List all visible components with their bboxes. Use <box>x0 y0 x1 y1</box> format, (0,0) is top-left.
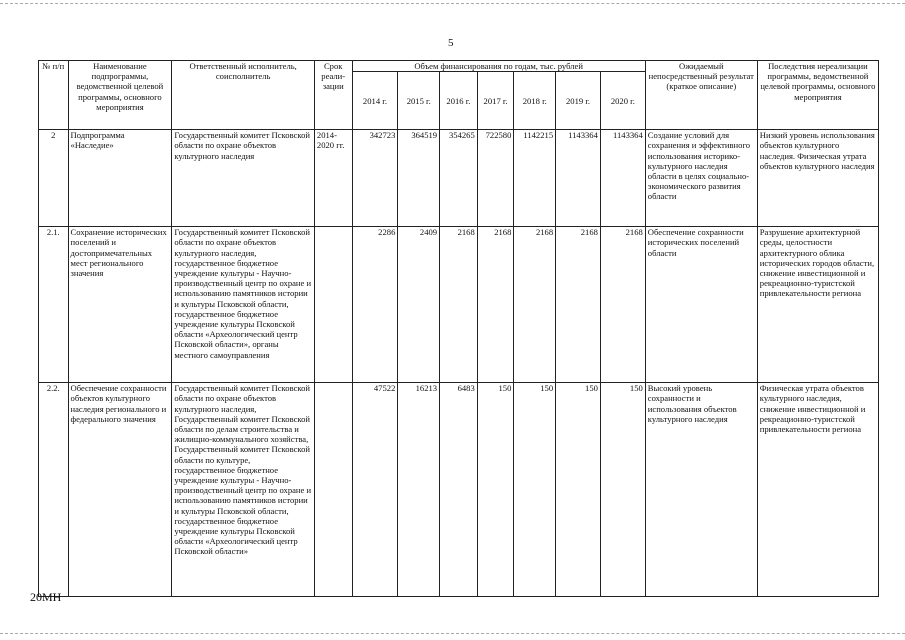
row-term: 2014- 2020 гг. <box>314 130 352 227</box>
row-value: 1142215 <box>514 130 556 227</box>
row-value: 1143364 <box>600 130 645 227</box>
row-value: 6483 <box>440 383 478 597</box>
row-name: Сохранение исторических поселений и достопримечательных мест регионального значения <box>68 227 172 383</box>
header-year: 2014 г. <box>352 72 398 130</box>
row-value: 364519 <box>398 130 440 227</box>
table-row <box>39 130 879 227</box>
header-year: 2017 г. <box>477 72 514 130</box>
program-table <box>38 60 879 597</box>
row-name: Обеспечение сохранности объектов культурного наследия регионального и федерального значения <box>68 383 172 597</box>
row-term <box>314 383 352 597</box>
table-row <box>39 383 879 597</box>
header-year: 2019 г. <box>556 72 601 130</box>
row-value: 342723 <box>352 130 398 227</box>
header-year: 2020 г. <box>600 72 645 130</box>
scan-bottom-edge <box>0 633 905 634</box>
header-result: Ожидаемый непосредственный результат (краткое описание) <box>645 61 757 130</box>
row-value: 1143364 <box>556 130 601 227</box>
row-value: 150 <box>477 383 514 597</box>
row-value: 2168 <box>477 227 514 383</box>
row-result: Высокий уровень сохранности и использования объектов культурного наследия <box>645 383 757 597</box>
row-value: 2168 <box>514 227 556 383</box>
footer-code: 20МН <box>30 590 62 604</box>
row-value: 150 <box>600 383 645 597</box>
row-num: 2 <box>39 130 69 227</box>
header-year: 2016 г. <box>440 72 478 130</box>
row-value: 150 <box>514 383 556 597</box>
page-number: 5 <box>448 37 454 49</box>
header-financing: Объем финансирования по годам, тыс. рублей <box>352 61 645 72</box>
row-value: 354265 <box>440 130 478 227</box>
row-executor: Государственный комитет Псковской области по охране объектов культурного наследия <box>172 130 315 227</box>
header-year: 2018 г. <box>514 72 556 130</box>
row-term <box>314 227 352 383</box>
row-consequences: Физическая утрата объектов культурного наследия, снижение инвестиционной и рекреационно-туристской привлекательности региона <box>757 383 878 597</box>
row-value: 2168 <box>600 227 645 383</box>
row-value: 47522 <box>352 383 398 597</box>
header-term: Срок реали- зации <box>314 61 352 130</box>
header-consequences: Последствия нереализации программы, ведомственной целевой программы, основного мероприятия <box>757 61 878 130</box>
row-value: 16213 <box>398 383 440 597</box>
row-value: 2168 <box>440 227 478 383</box>
table-row <box>39 227 879 383</box>
scan-top-edge <box>0 3 905 4</box>
row-consequences: Разрушение архитектурной среды, целостности архитектурного облика исторических городов области, снижение инвестиционной и рекреационно-туристской привлекательности региона <box>757 227 878 383</box>
row-value: 150 <box>556 383 601 597</box>
row-result: Создание условий для сохранения и эффективного использования историко-культурного наследия области в целях социально-экономического развития области <box>645 130 757 227</box>
row-num: 2.1. <box>39 227 69 383</box>
row-name: Подпрограмма «Наследие» <box>68 130 172 227</box>
row-value: 2168 <box>556 227 601 383</box>
header-num: № п/п <box>39 61 69 130</box>
row-executor: Государственный комитет Псковской области по охране объектов культурного наследия, государственное бюджетное учреждение культуры - Научно-производственный центр по охране и использованию памятников истории и культуры Псковской области, государственное бюджетное учреждение культуры Псковской области «Археологический центр Псковской области», органы местного самоуправления <box>172 227 315 383</box>
row-num: 2.2. <box>39 383 69 597</box>
row-result: Обеспечение сохранности исторических поселений области <box>645 227 757 383</box>
row-value: 2409 <box>398 227 440 383</box>
header-executor: Ответственный исполнитель, соисполнитель <box>172 61 315 130</box>
row-value: 722580 <box>477 130 514 227</box>
header-name: Наименование подпрограммы, ведомственной целевой программы, основного мероприятия <box>68 61 172 130</box>
row-value: 2286 <box>352 227 398 383</box>
header-year: 2015 г. <box>398 72 440 130</box>
header-row-1 <box>39 61 879 72</box>
row-consequences: Низкий уровень использования объектов культурного наследия. Физическая утрата объектов культурного наследия <box>757 130 878 227</box>
row-executor: Государственный комитет Псковской области по охране объектов культурного наследия, Государственный комитет Псковской области по делам строительства и жилищно-коммунального хозяйства, Государственный комитет Псковской области по культуре, государственное бюджетное учреждение культуры - Научно-производственный центр по охране и использованию памятников истории и культуры Псковской области, государственное бюджетное учреждение культуры Псковской области «Археологический центр Псковской области» <box>172 383 315 597</box>
